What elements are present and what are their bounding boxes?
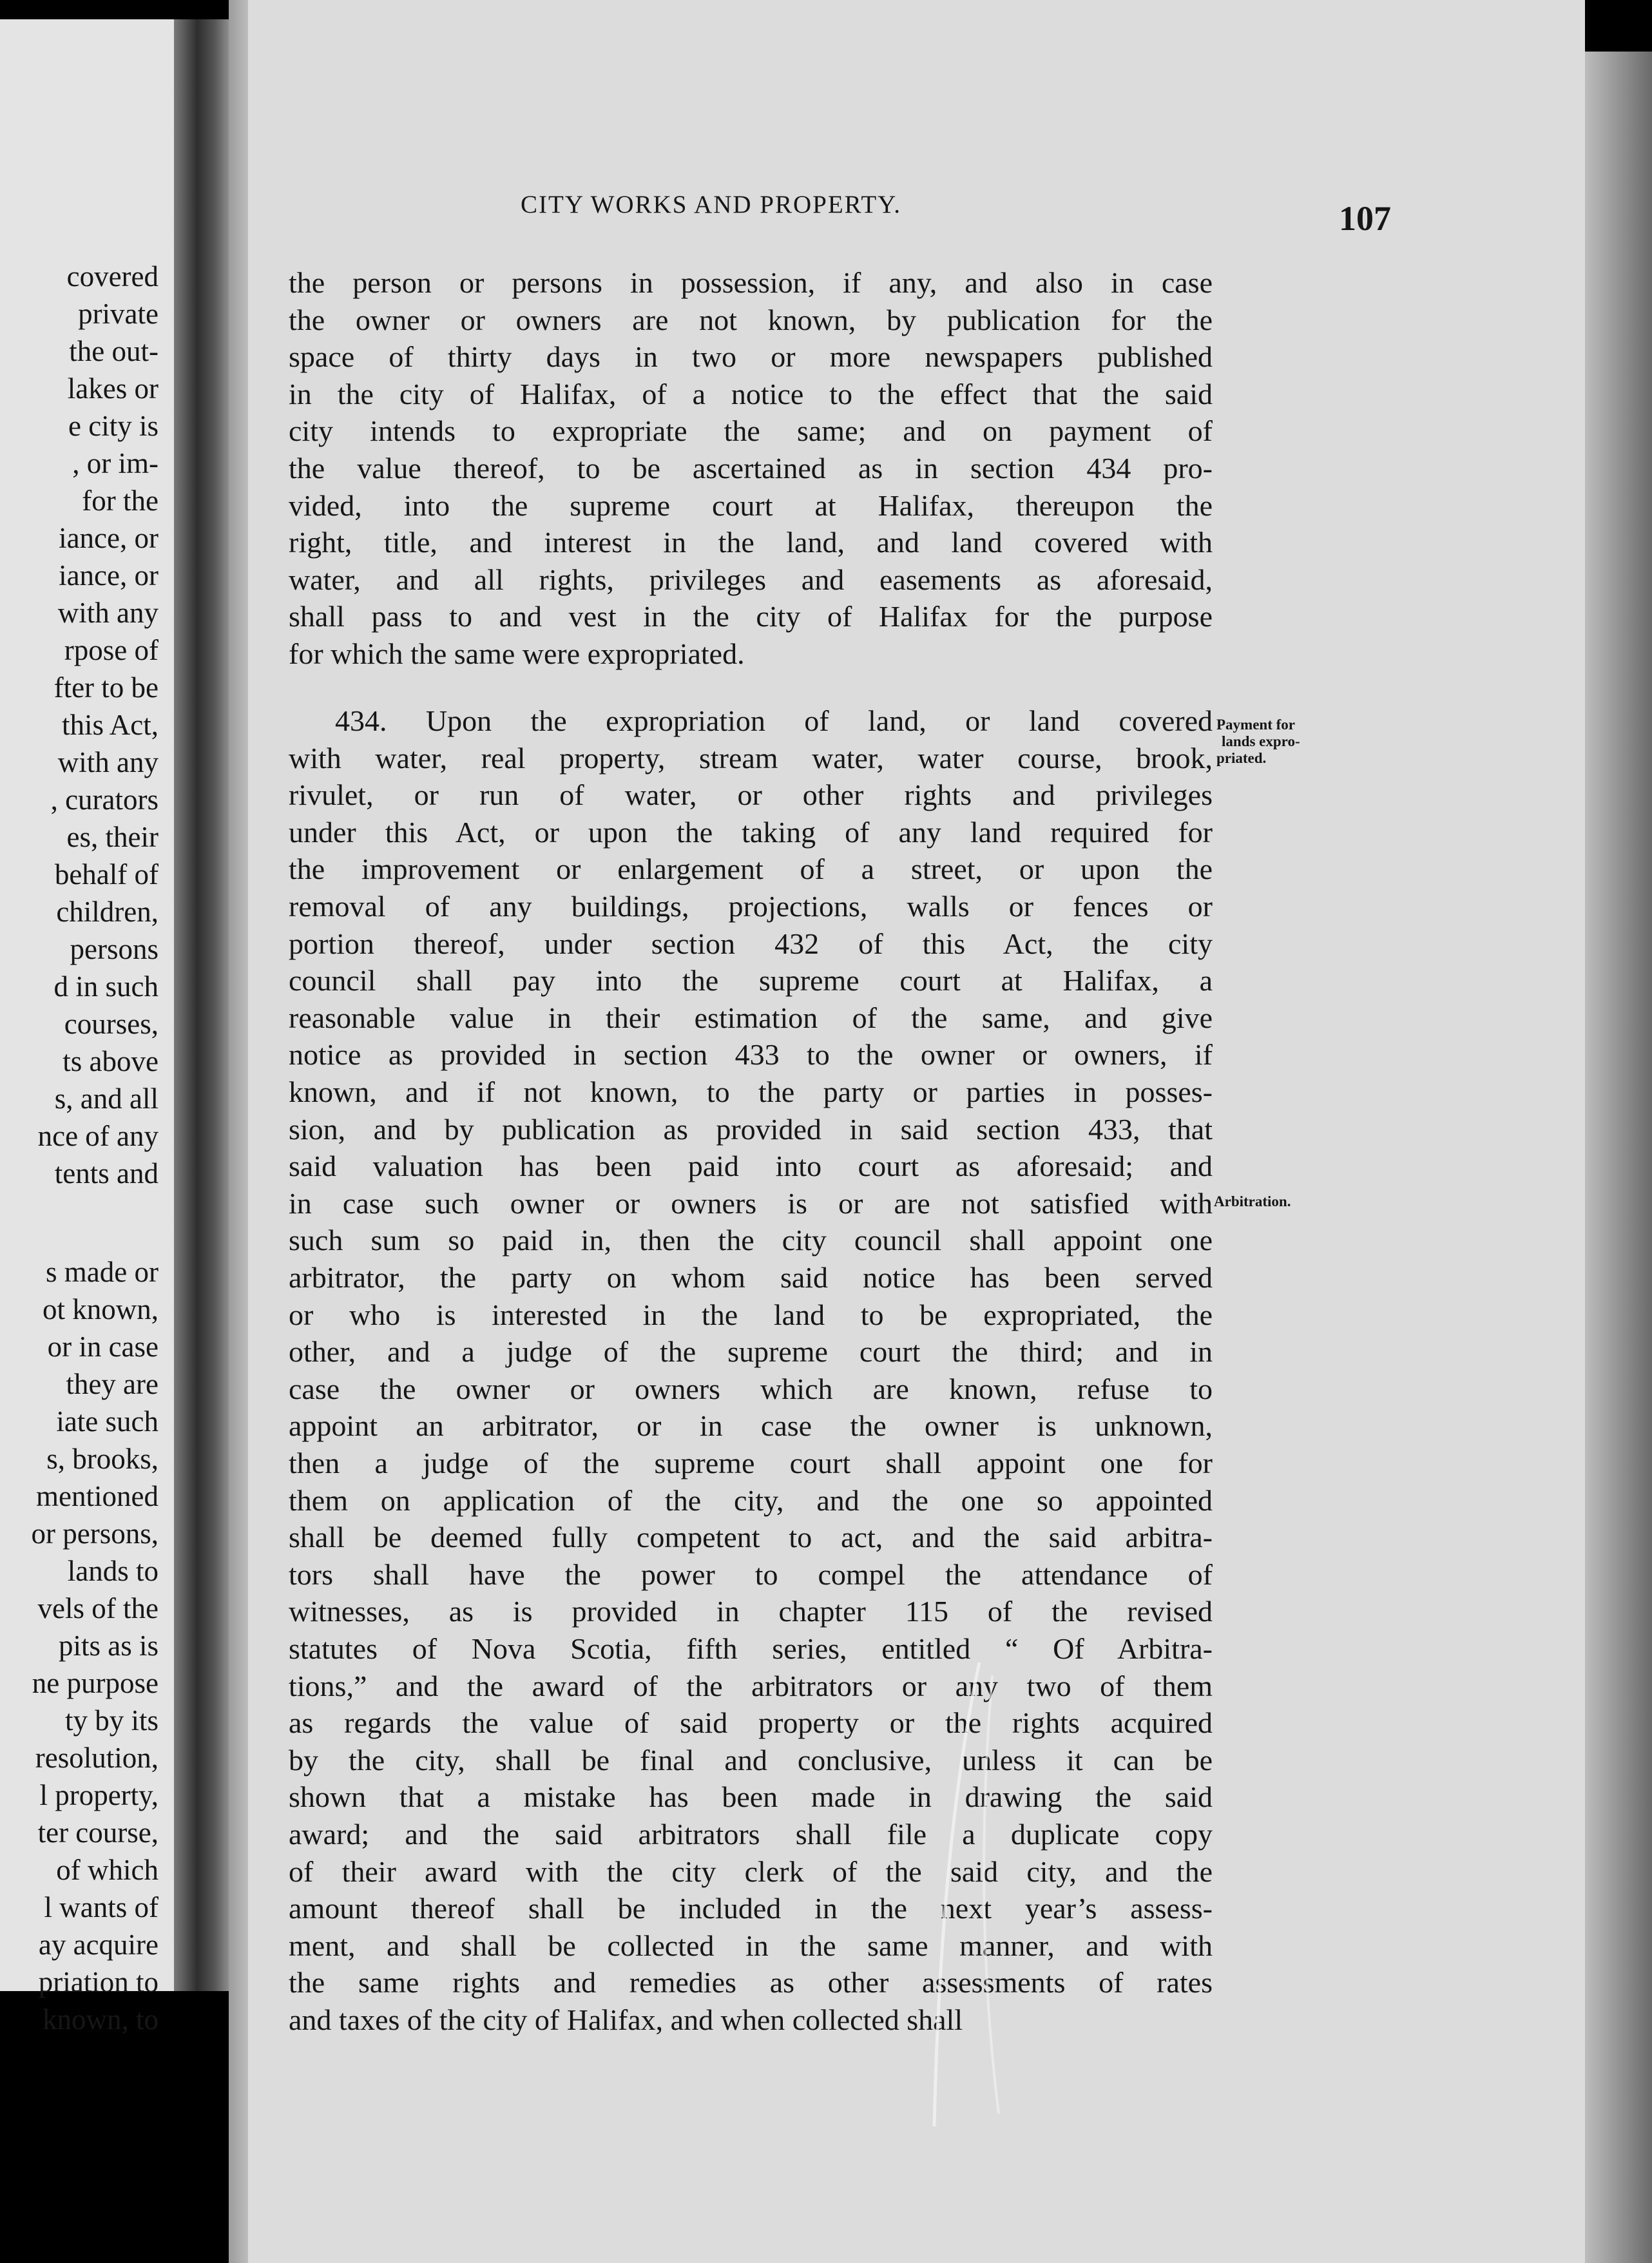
- page-number: 107: [1339, 199, 1391, 238]
- text-line: the improvement or enlargement of a street, or upon the: [289, 852, 1213, 886]
- text-line: appoint an arbitrator, or in case the owner is unknown,: [289, 1409, 1213, 1443]
- left-page-line: ts above: [62, 1045, 158, 1077]
- left-page-line: resolution,: [35, 1742, 158, 1774]
- text-line: by the city, shall be final and conclusive, unless it can be: [289, 1743, 1213, 1777]
- left-page-line: ter course,: [37, 1816, 158, 1849]
- margin-note-line: lands expro-: [1222, 733, 1300, 749]
- page-edge-shadow: [1585, 52, 1652, 2263]
- text-line: such sum so paid in, then the city council shall appoint one: [289, 1224, 1213, 1257]
- text-line: city intends to expropriate the same; and on payment of: [289, 414, 1213, 448]
- text-line: other, and a judge of the supreme court the third; and in: [289, 1335, 1213, 1369]
- left-page-line: mentioned: [36, 1480, 158, 1512]
- margin-note-arbitration: Arbitration.: [1214, 1193, 1291, 1209]
- left-page-line: iance, or: [59, 522, 158, 554]
- text-line: the same rights and remedies as other assessments of rates: [289, 1966, 1213, 1999]
- text-line: and taxes of the city of Halifax, and when collected shall: [289, 2003, 963, 2036]
- text-line: witnesses, as is provided in chapter 115 of the revised: [289, 1595, 1213, 1628]
- text-line: notice as provided in section 433 to the owner or owners, if: [289, 1038, 1213, 1072]
- left-page-line: l property,: [39, 1779, 158, 1811]
- text-line: removal of any buildings, projections, walls or fences or: [289, 890, 1213, 923]
- text-line: of their award with the city clerk of the said city, and the: [289, 1854, 1213, 1888]
- left-page-line: private: [78, 298, 158, 330]
- text-line: under this Act, or upon the taking of any land required for: [289, 815, 1213, 849]
- text-line: rivulet, or run of water, or other rights and privileges: [289, 778, 1213, 812]
- left-page-line: iance, or: [59, 559, 158, 592]
- text-line: statutes of Nova Scotia, fifth series, entitled “ Of Arbitra-: [289, 1632, 1213, 1665]
- left-page-line: , or im-: [72, 447, 158, 479]
- left-page-line: ne purpose: [32, 1667, 158, 1699]
- left-page-line: nce of any: [37, 1120, 158, 1152]
- left-page-line: or persons,: [31, 1517, 158, 1550]
- left-page-line: they are: [66, 1368, 158, 1400]
- text-line: shall pass to and vest in the city of Halifax for the purpose: [289, 600, 1213, 633]
- left-page-line: ay acquire: [38, 1929, 158, 1961]
- text-line: shown that a mistake has been made in drawing the said: [289, 1780, 1213, 1814]
- text-line: reasonable value in their estimation of the same, and give: [289, 1001, 1213, 1034]
- text-line: space of thirty days in two or more newspapers published: [289, 340, 1213, 374]
- book-gutter-shadow: [174, 19, 232, 1991]
- left-page-line: priation to: [38, 1966, 158, 1998]
- text-line: for which the same were expropriated.: [289, 637, 745, 670]
- text-line: the person or persons in possession, if any, and also in case: [289, 266, 1213, 299]
- left-page-line: with any: [57, 597, 158, 629]
- left-page-line: lakes or: [67, 372, 158, 405]
- left-page-line: courses,: [64, 1008, 158, 1040]
- left-page-line: es, their: [66, 821, 158, 853]
- text-line: ment, and shall be collected in the same manner, and with: [289, 1929, 1213, 1962]
- left-page-line: or in case: [47, 1331, 158, 1363]
- text-line: sion, and by publication as provided in said section 433, that: [289, 1112, 1213, 1146]
- text-line: as regards the value of said property or the rights acquired: [289, 1706, 1213, 1740]
- text-line: tions,” and the award of the arbitrators or any two of them: [289, 1669, 1213, 1702]
- left-page-line: s made or: [46, 1256, 158, 1288]
- text-line: or who is interested in the land to be expropriated, the: [289, 1298, 1213, 1331]
- left-page-line: tents and: [54, 1157, 158, 1189]
- left-page-line: ty by its: [64, 1704, 158, 1737]
- text-line: council shall pay into the supreme court at Halifax, a: [289, 964, 1213, 997]
- text-line: arbitrator, the party on whom said notice has been served: [289, 1261, 1213, 1294]
- left-page-line: children,: [56, 896, 158, 928]
- left-page-line: behalf of: [54, 858, 158, 891]
- text-line: the value thereof, to be ascertained as in section 434 pro-: [289, 452, 1213, 485]
- left-page-line: iate such: [56, 1405, 158, 1438]
- margin-note-line: Payment for: [1216, 717, 1295, 733]
- text-line: water, and all rights, privileges and easements as aforesaid,: [289, 563, 1213, 596]
- left-page-line: of which: [56, 1854, 158, 1886]
- left-page-line: d in such: [53, 970, 158, 1003]
- running-title: CITY WORKS AND PROPERTY.: [521, 191, 902, 218]
- left-page-line: known, to: [43, 2003, 158, 2036]
- left-page-line: the out-: [69, 335, 158, 367]
- text-line: case the owner or owners which are known, refuse to: [289, 1372, 1213, 1405]
- left-page-line: fter to be: [53, 671, 158, 704]
- left-page-line: ot known,: [43, 1293, 158, 1325]
- text-line: tors shall have the power to compel the attendance of: [289, 1557, 1213, 1591]
- left-page-line: lands to: [67, 1555, 158, 1587]
- text-line: award; and the said arbitrators shall file a duplicate copy: [289, 1818, 1213, 1851]
- left-page-line: vels of the: [37, 1592, 158, 1624]
- left-page-line: persons: [70, 933, 158, 965]
- left-page-line: for the: [82, 485, 158, 517]
- text-line: the owner or owners are not known, by publication for the: [289, 303, 1213, 336]
- text-line: with water, real property, stream water, water course, brook,: [289, 741, 1213, 775]
- text-line: in the city of Halifax, of a notice to the effect that the said: [289, 377, 1213, 410]
- text-line: said valuation has been paid into court as aforesaid; and: [289, 1150, 1213, 1183]
- text-line: amount thereof shall be included in the next year’s assess-: [289, 1892, 1213, 1925]
- margin-note-payment: [1216, 717, 1300, 767]
- text-line: vided, into the supreme court at Halifax, thereupon the: [289, 488, 1213, 522]
- margin-note-line: priated.: [1216, 750, 1267, 766]
- text-line: them on application of the city, and the one so appointed: [289, 1483, 1213, 1517]
- left-page-line: e city is: [68, 410, 158, 442]
- left-page-fragment: [0, 19, 182, 2036]
- left-page-line: l wants of: [44, 1891, 158, 1923]
- text-line: portion thereof, under section 432 of this Act, the city: [289, 927, 1213, 960]
- left-page-line: covered: [66, 260, 158, 293]
- text-line: 434. Upon the expropriation of land, or land covered: [335, 704, 1213, 737]
- left-page-line: , curators: [50, 784, 158, 816]
- text-line: then a judge of the supreme court shall appoint one for: [289, 1447, 1213, 1479]
- left-page-line: with any: [57, 746, 158, 778]
- text-line: right, title, and interest in the land, and land covered with: [289, 526, 1213, 559]
- left-page-line: pits as is: [58, 1630, 158, 1662]
- left-page-line: s, brooks,: [46, 1443, 158, 1475]
- text-line: shall be deemed fully competent to act, and the said arbitra-: [289, 1521, 1213, 1554]
- left-page-line: this Act,: [61, 709, 158, 741]
- left-page-line: s, and all: [54, 1083, 158, 1115]
- text-line: known, and if not known, to the party or parties in posses-: [289, 1075, 1213, 1108]
- text-line: in case such owner or owners is or are not satisfied with: [289, 1186, 1213, 1220]
- left-page-line: rpose of: [64, 634, 158, 666]
